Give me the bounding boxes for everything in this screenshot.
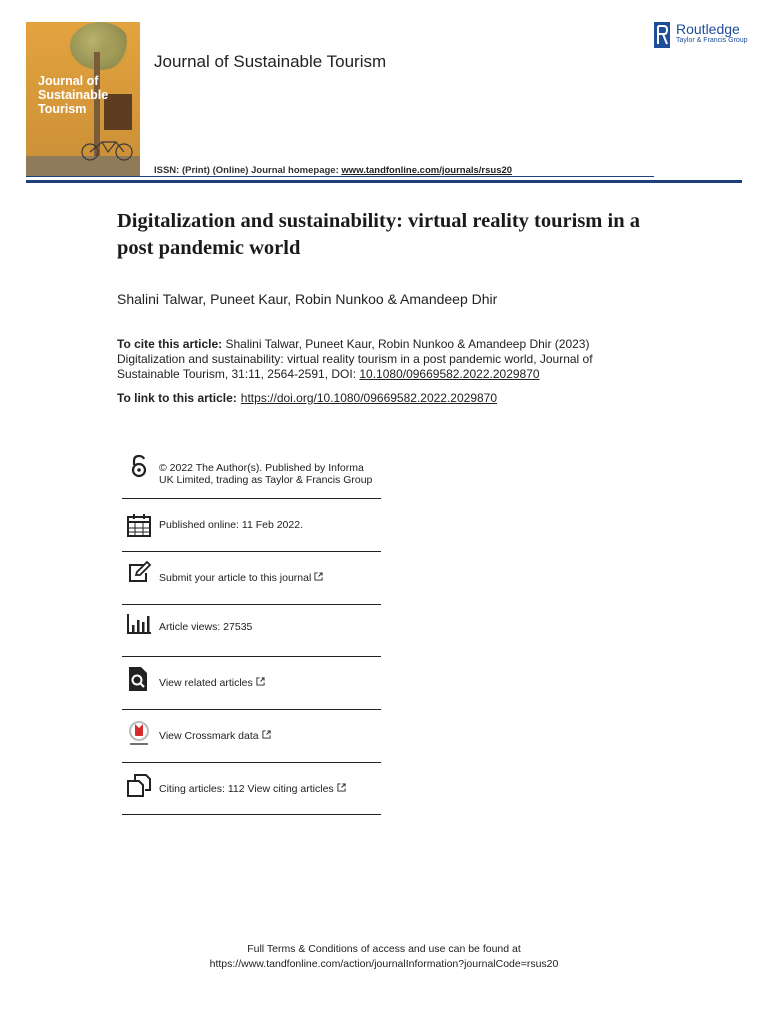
bar-chart-icon bbox=[126, 611, 152, 637]
crossmark-link[interactable]: View Crossmark data bbox=[159, 730, 259, 742]
issn-line bbox=[154, 165, 512, 176]
external-link-icon bbox=[256, 677, 265, 686]
info-row-submit[interactable] bbox=[122, 552, 381, 605]
calendar-icon bbox=[126, 512, 152, 538]
crossmark-icon bbox=[126, 720, 152, 746]
info-row-related[interactable] bbox=[122, 657, 381, 710]
article-doi-link[interactable]: https://doi.org/10.1080/09669582.2022.2029870 bbox=[240, 391, 498, 405]
terms-line: Full Terms & Conditions of access and use can be found at bbox=[247, 943, 521, 955]
publisher-subtitle: Taylor & Francis Group bbox=[676, 37, 748, 44]
issn-text: ISSN: (Print) (Online) Journal homepage: bbox=[154, 165, 342, 176]
info-row-views bbox=[122, 605, 381, 657]
terms-footer bbox=[0, 942, 768, 972]
article-link bbox=[117, 391, 497, 405]
journal-homepage-link[interactable]: www.tandfonline.com/journals/rsus20 bbox=[341, 165, 513, 176]
terms-url[interactable]: https://www.tandfonline.com/action/journalInformation?journalCode=rsus20 bbox=[209, 958, 559, 970]
header-rule-thin bbox=[26, 176, 654, 177]
edit-icon bbox=[126, 560, 152, 586]
article-views: Article views: 27535 bbox=[159, 620, 253, 633]
submit-article-link[interactable]: Submit your article to this journal bbox=[159, 572, 312, 584]
routledge-logo-icon bbox=[654, 22, 670, 48]
published-date: Published online: 11 Feb 2022. bbox=[159, 519, 303, 531]
related-search-icon bbox=[126, 666, 152, 692]
external-link-icon bbox=[314, 572, 323, 581]
journal-cover-image bbox=[26, 22, 140, 176]
info-row-citing[interactable] bbox=[122, 763, 381, 815]
cover-bicycle bbox=[78, 138, 138, 162]
related-articles-link[interactable]: View related articles bbox=[159, 677, 253, 689]
citation bbox=[117, 337, 657, 382]
cite-doi-link[interactable]: 10.1080/09669582.2022.2029870 bbox=[359, 367, 540, 381]
citing-articles-icon bbox=[126, 772, 152, 798]
cite-label: To cite this article: bbox=[117, 337, 223, 351]
external-link-icon bbox=[262, 730, 271, 739]
info-row-crossmark[interactable] bbox=[122, 710, 381, 763]
citing-articles-link[interactable]: Citing articles: 112 View citing articles bbox=[159, 782, 334, 795]
link-label: To link to this article: bbox=[117, 391, 237, 405]
info-row-published bbox=[122, 499, 381, 552]
publisher-logo bbox=[654, 22, 748, 50]
article-info-list bbox=[122, 448, 381, 815]
cite-text: Shalini Talwar, Puneet Kaur, Robin Nunkoo & Amandeep Dhir (2023) Digitalization and sustainability: virtual reality tourism in a post pandemic world, Journal of Sustainable Tourism, 31:11, 2564-2591, DOI: bbox=[117, 337, 593, 381]
cover-title: Journal of Sustainable Tourism bbox=[38, 74, 109, 116]
article-title: Digitalization and sustainability: virtual reality tourism in a post pandemic world bbox=[117, 210, 640, 259]
open-access-icon bbox=[126, 454, 152, 480]
publisher-name: Routledge bbox=[676, 21, 740, 37]
license-text: © 2022 The Author(s). Published by Informa UK Limited, trading as Taylor & Francis Group bbox=[159, 462, 373, 486]
journal-title[interactable]: Journal of Sustainable Tourism bbox=[154, 52, 387, 71]
info-row-license bbox=[122, 448, 381, 499]
article-authors[interactable]: Shalini Talwar, Puneet Kaur, Robin Nunkoo & Amandeep Dhir bbox=[117, 291, 498, 307]
external-link-icon bbox=[337, 783, 346, 792]
header-rule bbox=[26, 180, 742, 183]
